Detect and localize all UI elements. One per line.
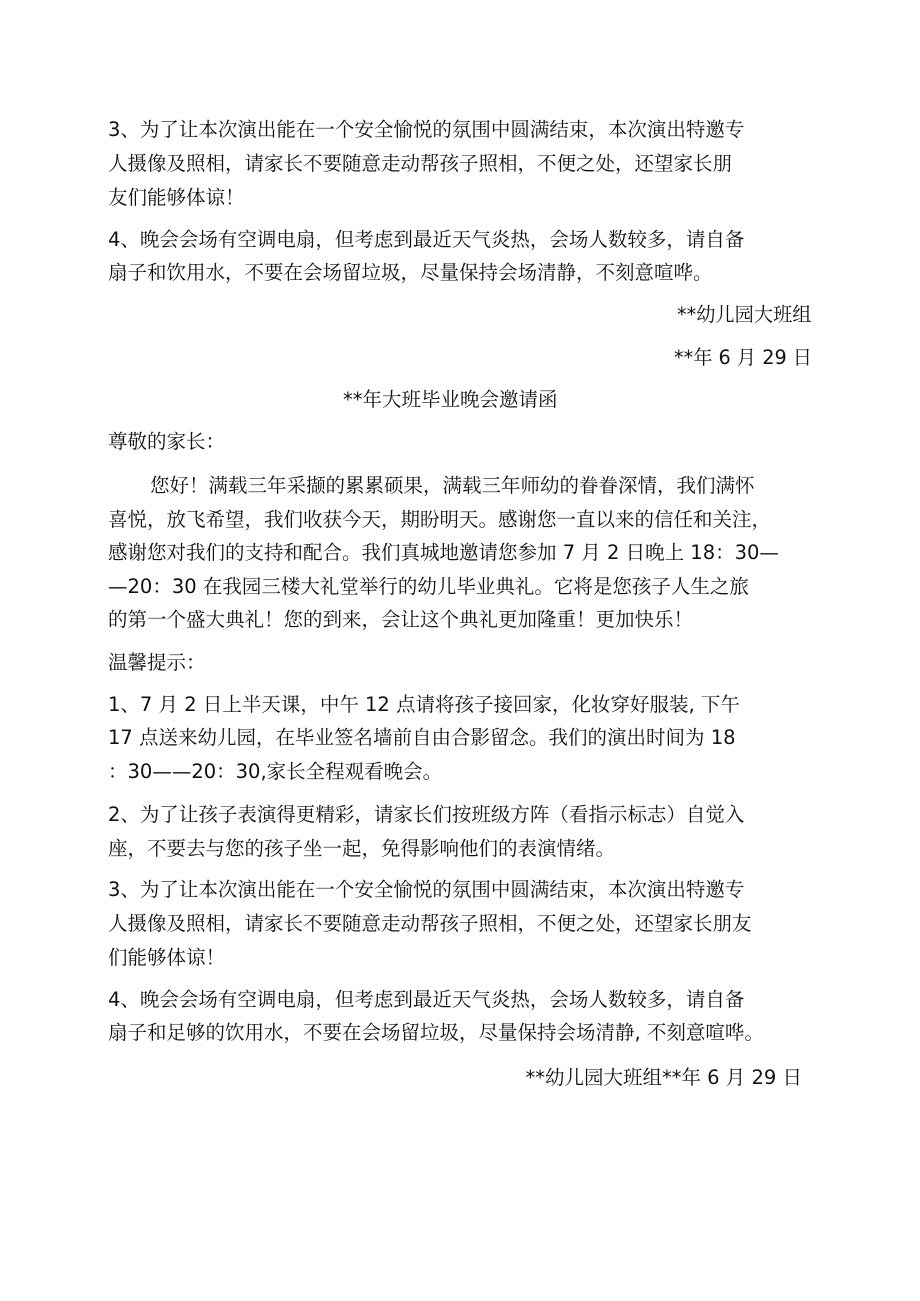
signature: **幼儿园大班组 — [677, 303, 812, 326]
tip4-line-2: 扇子和足够的饮用水，不要在会场留垃圾，尽量保持会场清静, 不刻意喧哗。 — [108, 1021, 764, 1044]
tip1-line-2: 17 点送来幼儿园，在毕业签名墙前自由合影留念。我们的演出时间为 18 — [108, 726, 736, 749]
item4-line-2: 扇子和饮用水，不要在会场留垃圾，尽量保持会场清静，不刻意喧哗。 — [108, 261, 713, 284]
body-line-3: 感谢您对我们的支持和配合。我们真城地邀请您参加 7 月 2 日晚上 18：30— — [108, 541, 779, 564]
tip4-line-1: 4、晚会会场有空调电扇，但考虑到最近天气炎热，会场人数较多，请自备 — [108, 988, 745, 1011]
date: **年 6 月 29 日 — [673, 346, 812, 369]
body-line-2: 喜悦，放飞希望，我们收获今天，期盼明天。感谢您一直以来的信任和关注， — [108, 508, 772, 531]
tip3-line-3: 们能够体谅！ — [108, 946, 226, 969]
salutation: 尊敬的家长： — [108, 430, 226, 453]
body-line-4: —20：30 在我园三楼大礼堂举行的幼儿毕业典礼。它将是您孩子人生之旅 — [108, 575, 749, 598]
tip3-line-1: 3、为了让本次演出能在一个安全愉悦的氛围中圆满结束，本次演出特邀专 — [108, 878, 745, 901]
tip3-line-2: 人摄像及照相，请家长不要随意走动帮孩子照相，不便之处，还望家长朋友 — [108, 912, 752, 935]
item4-line-1: 4、晚会会场有空调电扇，但考虑到最近天气炎热，会场人数较多，请自备 — [108, 228, 745, 251]
body-line-1: 您好！满载三年采撷的累累硕果，满载三年师幼的眷眷深情，我们满怀 — [150, 474, 755, 497]
signature-date: **幼儿园大班组**年 6 月 29 日 — [525, 1066, 802, 1089]
item3-line-3: 友们能够体谅！ — [108, 186, 245, 209]
tip1-line-3: ：30——20：30,家长全程观看晚会。 — [108, 760, 443, 783]
item3-line-1: 3、为了让本次演出能在一个安全愉悦的氛围中圆满结束，本次演出特邀专 — [108, 118, 745, 141]
letter-title: **年大班毕业晚会邀请函 — [343, 388, 558, 411]
item3-line-2: 人摄像及照相，请家长不要随意走动帮孩子照相，不便之处，还望家长朋 — [108, 152, 733, 175]
tips-heading: 温馨提示： — [108, 651, 206, 674]
tip2-line-1: 2、为了让孩子表演得更精彩，请家长们按班级方阵（看指示标志）自觉入 — [108, 803, 745, 826]
body-line-5: 的第一个盛大典礼！您的到来，会让这个典礼更加隆重！更加快乐！ — [108, 608, 694, 631]
tip2-line-2: 座，不要去与您的孩子坐一起，免得影响他们的表演情绪。 — [108, 837, 616, 860]
tip1-line-1: 1、7 月 2 日上半天课，中午 12 点请将孩子接回家，化妆穿好服装, 下午 — [108, 693, 740, 716]
